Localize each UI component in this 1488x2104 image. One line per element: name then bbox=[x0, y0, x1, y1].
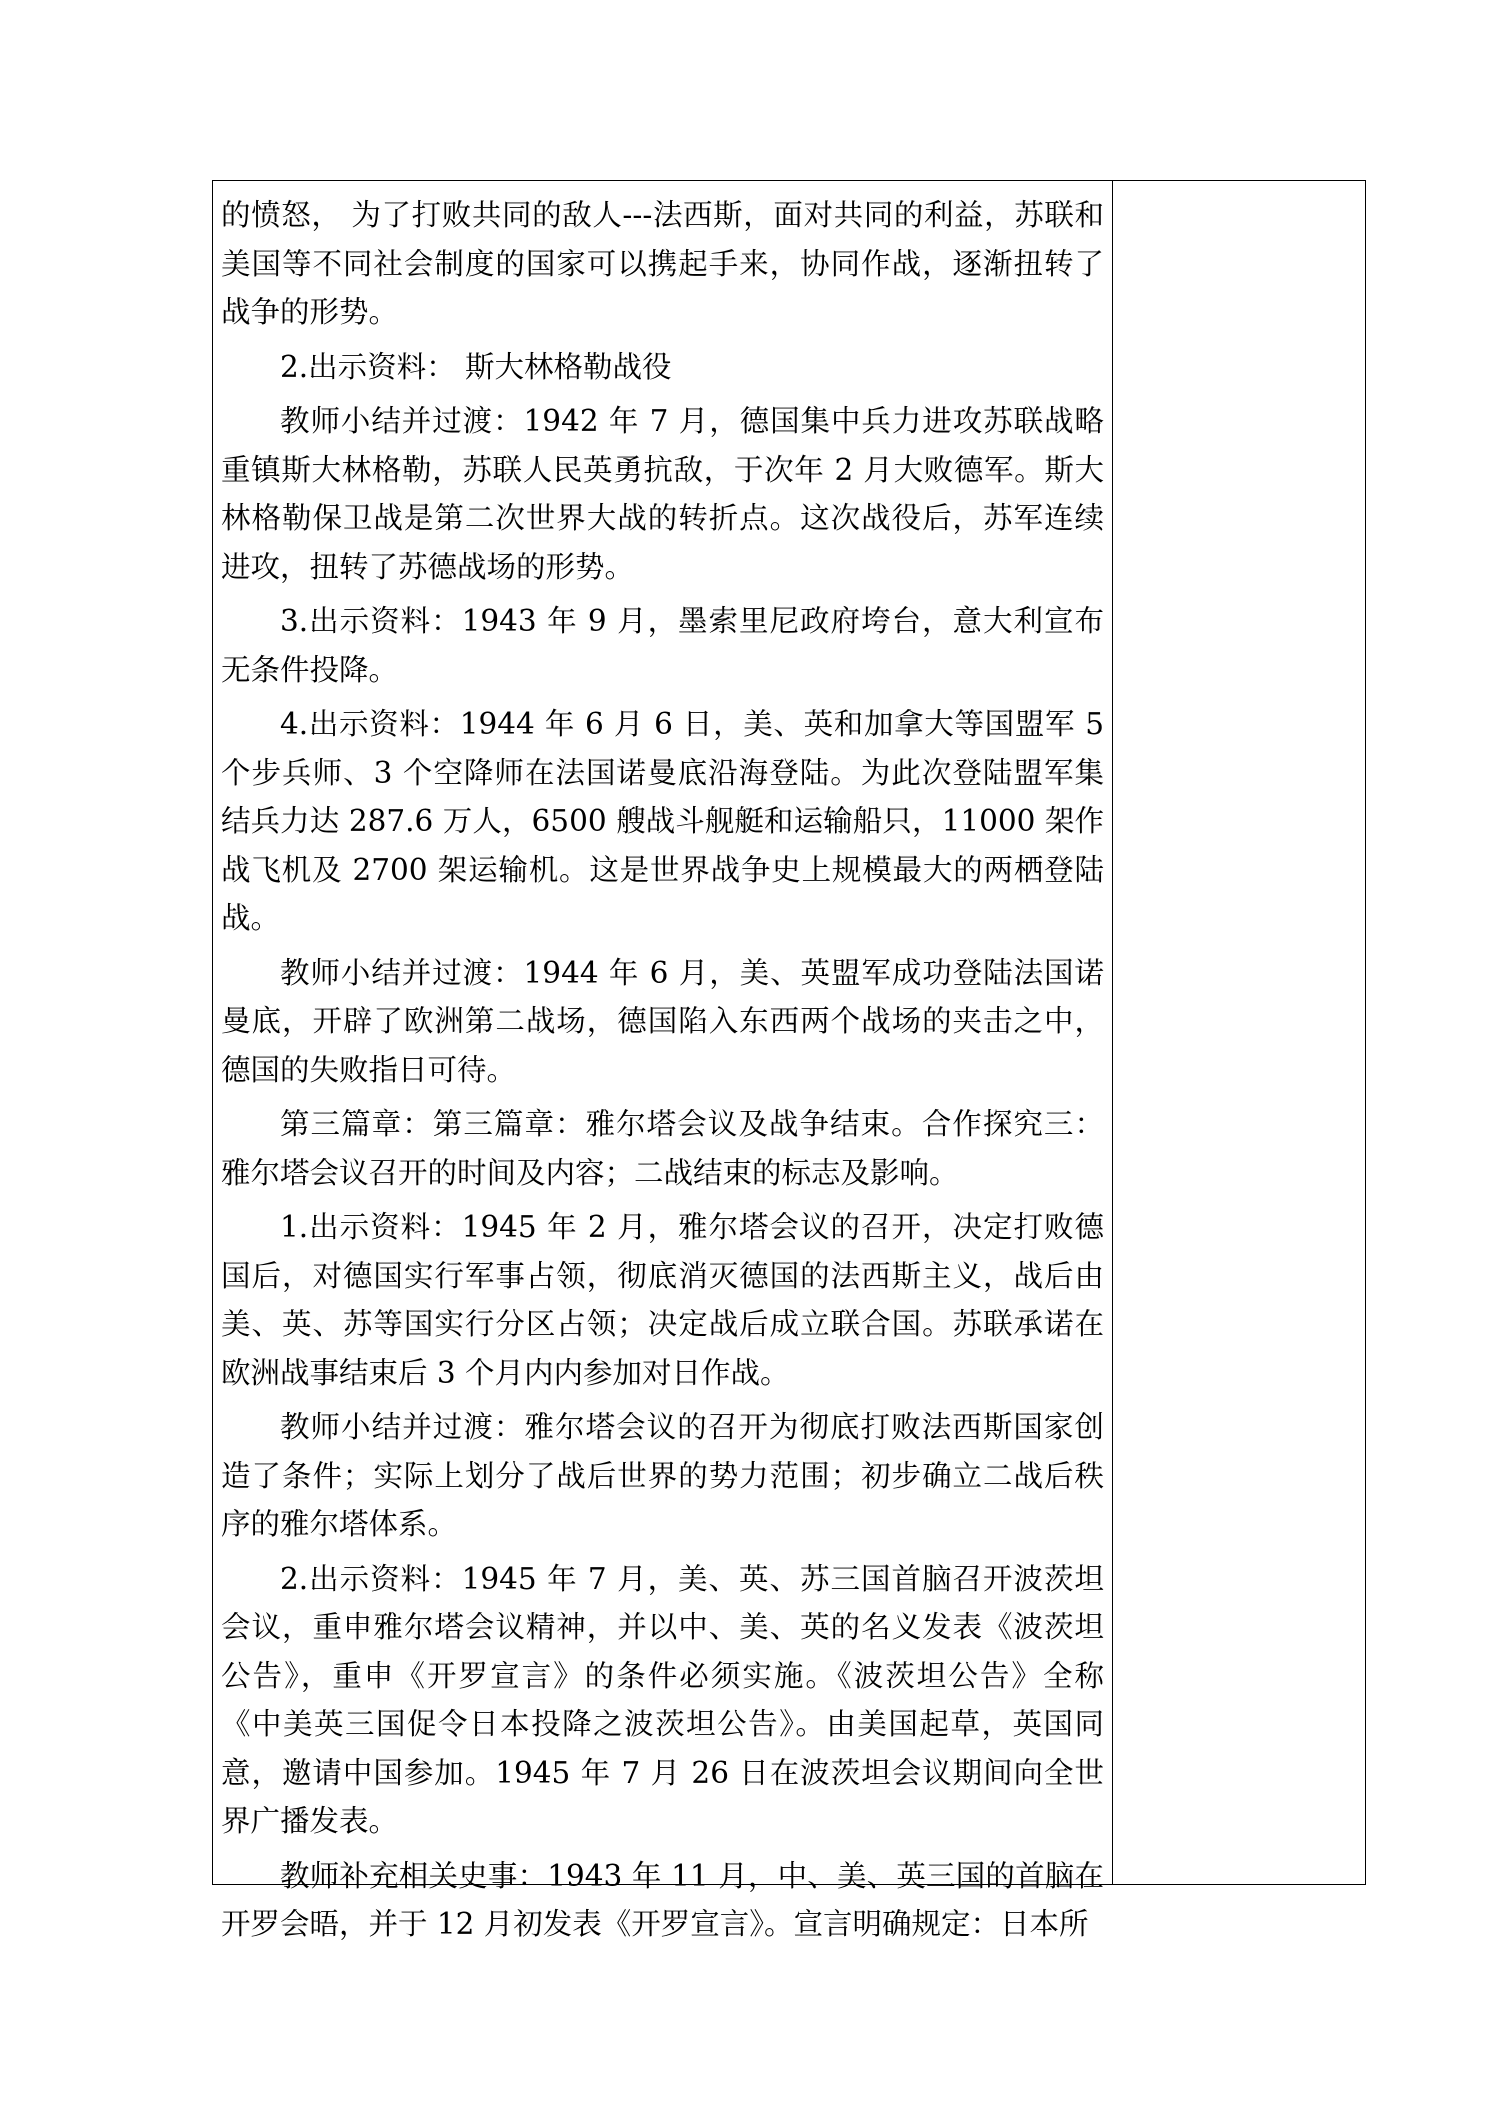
paragraph-11: 教师补充相关史事：1943 年 11 月，中、美、英三国的首脑在开罗会晤，并于 12 月初发表《开罗宣言》。宣言明确规定：日本所 bbox=[221, 1858, 1104, 1941]
paragraph-1: 的愤怒， 为了打败共同的敌人---法西斯，面对共同的利益，苏联和美国等不同社会制度的国家可以携起手来，协同作战，逐渐扭转了战争的形势。 bbox=[221, 198, 1104, 329]
paragraph-3: 教师小结并过渡：1942 年 7 月，德国集中兵力进攻苏联战略重镇斯大林格勒，苏联人民英勇抗敌，于次年 2 月大败德军。斯大林格勒保卫战是第二次世界大战的转折点。这次战役后，苏军连续进攻，扭转了苏德战场的形势。 bbox=[221, 404, 1104, 584]
paragraph-4: 3.出示资料：1943 年 9 月，墨索里尼政府垮台，意大利宣布无条件投降。 bbox=[221, 604, 1104, 687]
paragraph-8: 1.出示资料：1945 年 2 月，雅尔塔会议的召开，决定打败德国后，对德国实行军事占领，彻底消灭德国的法西斯主义，战后由美、英、苏等国实行分区占领；决定战后成立联合国。苏联承诺在欧洲战事结束后 3 个月内内参加对日作战。 bbox=[221, 1210, 1104, 1390]
paragraph-6: 教师小结并过渡：1944 年 6 月，美、英盟军成功登陆法国诺曼底，开辟了欧洲第二战场，德国陷入东西两个战场的夹击之中，德国的失败指日可待。 bbox=[221, 955, 1104, 1087]
paragraph-10: 2.出示资料：1945 年 7 月，美、英、苏三国首脑召开波茨坦会议，重申雅尔塔会议精神，并以中、美、英的名义发表《波茨坦公告》，重申《开罗宣言》的条件必须实施。《波茨坦公告》全称《中美英三国促令日本投降之波茨坦公告》。由美国起草，英国同意，邀请中国参加。1945 年 7 月 26 日在波茨坦会议期间向全世界广播发表。 bbox=[221, 1561, 1104, 1838]
paragraph-7: 第三篇章：第三篇章：雅尔塔会议及战争结束。合作探究三：雅尔塔会议召开的时间及内容；二战结束的标志及影响。 bbox=[221, 1107, 1104, 1190]
lesson-table bbox=[212, 180, 1366, 1941]
paragraph-2: 2.出示资料： 斯大林格勒战役 bbox=[280, 349, 672, 384]
lesson-content-cell bbox=[213, 181, 1113, 1941]
paragraph-5: 4.出示资料：1944 年 6 月 6 日，美、英和加拿大等国盟军 5 个步兵师、3 个空降师在法国诺曼底沿海登陆。为此次登陆盟军集结兵力达 287.6 万人，6500 艘战斗舰艇和运输船只，11000 架作战飞机及 2700 架运输机。这是世界战争史上规模最大的两栖登陆战。 bbox=[221, 707, 1104, 935]
notes-cell bbox=[1113, 181, 1365, 1884]
paragraph-9: 教师小结并过渡：雅尔塔会议的召开为彻底打败法西斯国家创造了条件；实际上划分了战后世界的势力范围；初步确立二战后秩序的雅尔塔体系。 bbox=[221, 1410, 1104, 1541]
